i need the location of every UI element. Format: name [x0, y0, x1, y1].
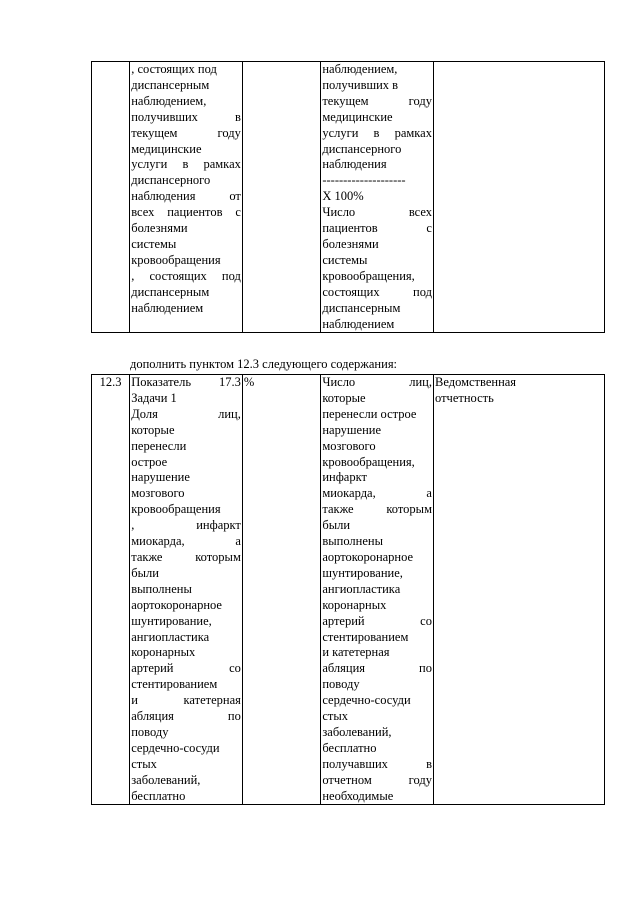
text-line: и катетерная [131, 693, 241, 708]
text-line: и катетерная [322, 645, 390, 660]
text-line: миокарда, а [322, 486, 432, 501]
unit-cell [242, 62, 320, 333]
source-cell [433, 375, 604, 805]
text-line: артерий со [131, 661, 241, 676]
text-line: выполнены [131, 581, 192, 596]
text-line: получавших в [322, 756, 432, 771]
text-line: которые [322, 390, 366, 405]
text-line: нарушение [131, 470, 190, 485]
text-line: пациентов с [322, 221, 432, 236]
text-line: болезнями [131, 221, 188, 236]
text-line: Задачи 1 [131, 390, 177, 405]
text-line: , инфаркт [131, 518, 241, 533]
text-line: бесплатно [131, 788, 186, 803]
text-line: диспансерным [131, 284, 210, 299]
text-line: , состоящих под [131, 268, 241, 283]
text-line: наблюдения от [131, 189, 241, 204]
text-line: коронарных [322, 597, 387, 612]
text-line: медицинские [322, 109, 393, 124]
text-line: Число всех [322, 205, 432, 220]
text-line: диспансерного [131, 173, 211, 188]
text-line: получивших в [131, 109, 241, 124]
text-line: заболеваний, [131, 772, 201, 787]
text-line: наблюдением [322, 316, 395, 331]
amendment-text: дополнить пунктом 12.3 следующего содержания: [130, 357, 398, 371]
text-line: мозгового [131, 486, 185, 501]
text-line: необходимые [322, 788, 394, 803]
text-line: сердечно-сосуди [322, 693, 411, 708]
text-line: диспансерным [322, 300, 401, 315]
text-line: которые [131, 422, 175, 437]
text-line: были [131, 565, 159, 580]
text-line: также которым [322, 502, 432, 517]
text-line: были [322, 518, 351, 533]
text-line: Х 100% [322, 189, 364, 204]
text-line: ангиопластика [322, 581, 401, 596]
text-line: острое [131, 454, 168, 469]
text-line: аортокоронарное [322, 549, 414, 564]
text-line: стых [131, 756, 157, 771]
text-line: аортокоронарное [131, 597, 222, 612]
text-line: кровообращения, [322, 454, 415, 469]
calculation-method-cell [321, 62, 434, 333]
text-line: абляция по [131, 709, 241, 724]
fraction-divider: -------------------- [322, 173, 406, 188]
indicator-table-continued [91, 61, 605, 333]
text-line: поводу [131, 724, 169, 739]
text-line: кровообращения [131, 502, 221, 517]
indicator-name-cell [130, 375, 243, 805]
table-row [92, 375, 605, 805]
text-line: ангиопластика [131, 629, 210, 644]
text-line: отчетном году [322, 772, 432, 787]
text-line: наблюдением, [131, 93, 207, 108]
text-line: Доля лиц, [131, 406, 241, 421]
text-line: отчетность [434, 390, 494, 405]
text-line: Показатель 17.3 [131, 375, 241, 389]
text-line: текущем году [322, 93, 432, 108]
text-line: также которым [131, 549, 241, 564]
unit-cell: % [242, 375, 320, 805]
text-line: бесплатно [322, 740, 377, 755]
text-line: получивших в [322, 77, 399, 92]
text-line: болезнями [322, 236, 379, 251]
text-line: артерий со [322, 613, 432, 628]
text-line: выполнены [322, 534, 383, 549]
text-line: абляция по [322, 661, 432, 676]
text-line: стентированием [131, 677, 218, 692]
text-line: стых [322, 709, 348, 724]
text-line: медицинские [131, 141, 202, 156]
text-line: перенесли острое [322, 406, 417, 421]
text-line: услуги в рамках [322, 125, 432, 140]
text-line: кровообращения, [322, 268, 415, 283]
row-number-cell: 12.3 [92, 375, 130, 805]
text-line: нарушение [322, 422, 382, 437]
table-row [92, 62, 605, 333]
text-line: системы [131, 236, 177, 251]
text-line: , состоящих под [131, 62, 217, 76]
text-line: поводу [322, 677, 360, 692]
text-line: текущем году [131, 125, 241, 140]
source-cell [433, 62, 604, 333]
indicator-table-new-item [91, 374, 605, 805]
text-line: заболеваний, [322, 724, 392, 739]
text-line: Ведомственная [434, 375, 517, 389]
text-line: наблюдением, [322, 62, 398, 76]
text-line: всех пациентов с [131, 205, 241, 220]
text-line: коронарных [131, 645, 196, 660]
text-line: сердечно-сосуди [131, 740, 220, 755]
text-line: перенесли [131, 438, 187, 453]
text-line: мозгового [322, 438, 376, 453]
text-line: Число лиц, [322, 375, 432, 389]
text-line: шунтирование, [131, 613, 212, 628]
text-line: услуги в рамках [131, 157, 241, 172]
text-line: диспансерного [322, 141, 402, 156]
text-line: состоящих под [322, 284, 432, 299]
text-line: стентированием [322, 629, 409, 644]
row-number-cell [92, 62, 130, 333]
text-line: кровообращения [131, 252, 221, 267]
text-line: диспансерным [131, 77, 210, 92]
text-line: системы [322, 252, 368, 267]
text-line: наблюдением [131, 300, 204, 315]
text-line: миокарда, а [131, 534, 241, 549]
indicator-name-cell [130, 62, 243, 333]
text-line: инфаркт [322, 470, 367, 485]
text-line: наблюдения [322, 157, 387, 172]
text-line: шунтирование, [322, 565, 403, 580]
calculation-method-cell [321, 375, 434, 805]
